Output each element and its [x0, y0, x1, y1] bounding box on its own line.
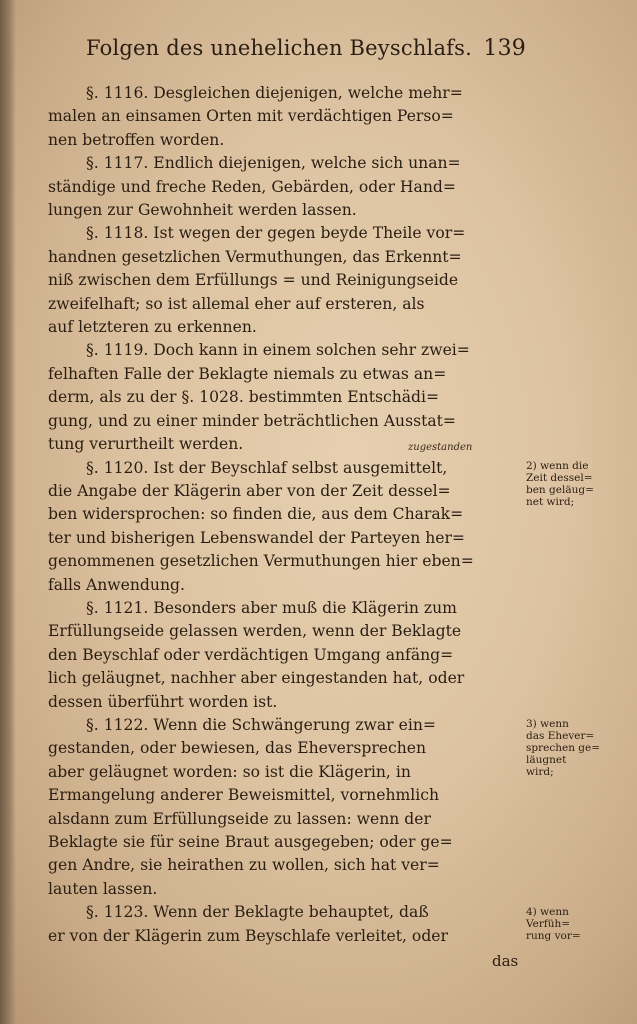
- margin-note-line: sprechen ge=: [526, 742, 601, 754]
- text-line: §. 1121. Besonders aber muß die Klägerin zum: [86, 598, 457, 617]
- margin-note-line: ben geläug=: [526, 484, 594, 496]
- text-line: §. 1120. Ist der Beyschlaf selbst ausgemittelt,: [86, 458, 448, 477]
- text-line: aber geläugnet worden: so ist die Klägerin, in: [48, 762, 411, 781]
- margin-note-line: rung vor=: [526, 930, 581, 942]
- text-line: §. 1116. Desgleichen diejenigen, welche mehr=: [86, 84, 463, 102]
- text-line: §. 1119. Doch kann in einem solchen sehr zwei=: [86, 341, 470, 360]
- text-line: malen an einsamen Orten mit verdächtigen Perso=: [48, 107, 454, 126]
- paragraph: [48, 222, 520, 339]
- text-line: er von der Klägerin zum Beyschlafe verleitet, oder: [48, 926, 448, 945]
- paragraph: [48, 152, 520, 222]
- page-number: 139: [483, 36, 526, 61]
- text-line: Ermangelung anderer Beweismittel, vornehmlich: [48, 786, 440, 805]
- paragraph: [48, 901, 520, 948]
- interlinear-handwritten-note: zugestanden: [408, 442, 473, 453]
- text-line: dessen überführt worden ist.: [48, 692, 278, 711]
- margin-note-3: [526, 906, 626, 942]
- main-text: [48, 82, 520, 948]
- margin-note-line: net wird;: [526, 496, 575, 508]
- margin-note-line: wird;: [526, 766, 554, 778]
- text-line: Beklagte sie für seine Braut ausgegeben; oder ge=: [48, 833, 453, 851]
- margin-note-line: Verfüh=: [526, 918, 571, 930]
- text-line: §. 1123. Wenn der Beklagte behauptet, daß: [86, 903, 429, 922]
- margin-note-2: [526, 718, 626, 778]
- text-line: den Beyschlaf oder verdächtigen Umgang anfäng=: [48, 645, 454, 664]
- margin-note-line: 2) wenn die: [526, 460, 589, 472]
- paragraph: [48, 714, 520, 901]
- page-spine-shadow: [0, 0, 16, 1024]
- text-line: §. 1122. Wenn die Schwängerung zwar ein=: [86, 715, 436, 734]
- paragraph: [48, 339, 520, 456]
- text-line: lungen zur Gewohnheit werden lassen.: [48, 201, 357, 220]
- text-line: gen Andre, sie heirathen zu wollen, sich hat ver=: [48, 856, 440, 875]
- text-line: nen betroffen worden.: [48, 130, 225, 149]
- text-line: lich geläugnet, nachher aber eingestanden hat, oder: [48, 669, 465, 688]
- paragraph: [48, 597, 520, 714]
- margin-note-line: läugnet: [526, 754, 567, 766]
- text-line: ständige und freche Reden, Gebärden, oder Hand=: [48, 177, 456, 196]
- text-line: gung, und zu einer minder beträchtlichen Ausstat=: [48, 411, 456, 430]
- margin-note-1: [526, 460, 626, 508]
- text-line: lauten lassen.: [48, 879, 158, 898]
- text-line: derm, als zu der §. 1028. bestimmten Entschädi=: [48, 388, 440, 407]
- margin-note-line: 3) wenn: [526, 718, 569, 730]
- catchword: das: [492, 952, 519, 970]
- text-line: §. 1117. Endlich diejenigen, welche sich unan=: [86, 154, 461, 173]
- running-title: Folgen des unehelichen Beyschlafs.: [86, 36, 472, 60]
- text-line: ter und bisherigen Lebenswandel der Parteyen her=: [48, 528, 465, 547]
- text-line: ben widersprochen: so finden die, aus dem Charak=: [48, 505, 464, 524]
- text-line: genommenen gesetzlichen Vermuthungen hier eben=: [48, 552, 474, 571]
- text-line: falls Anwendung.: [48, 575, 185, 594]
- text-line: alsdann zum Erfüllungseide zu lassen: wenn der: [48, 809, 431, 828]
- text-line: auf letzteren zu erkennen.: [48, 318, 257, 337]
- text-line: gestanden, oder bewiesen, das Eheversprechen: [48, 739, 427, 758]
- text-line: Erfüllungseide gelassen werden, wenn der Beklagte: [48, 622, 462, 641]
- margin-note-line: Zeit dessel=: [526, 472, 593, 484]
- margin-note-line: das Ehever=: [526, 730, 595, 742]
- text-line: niß zwischen dem Erfüllungs = und Reinigungseide: [48, 271, 459, 290]
- margin-note-line: 4) wenn: [526, 906, 569, 918]
- text-line: zweifelhaft; so ist allemal eher auf ersteren, als: [48, 294, 425, 313]
- text-line: §. 1118. Ist wegen der gegen beyde Theile vor=: [86, 224, 466, 243]
- text-line: felhaften Falle der Beklagte niemals zu etwas an=: [48, 364, 447, 383]
- running-header: [86, 36, 526, 61]
- text-line: die Angabe der Klägerin aber von der Zeit dessel=: [48, 481, 451, 500]
- paragraph: [48, 457, 520, 597]
- text-line: tung verurtheilt werden.: [48, 435, 244, 454]
- text-line: handnen gesetzlichen Vermuthungen, das Erkennt=: [48, 247, 462, 266]
- paragraph: [48, 82, 520, 152]
